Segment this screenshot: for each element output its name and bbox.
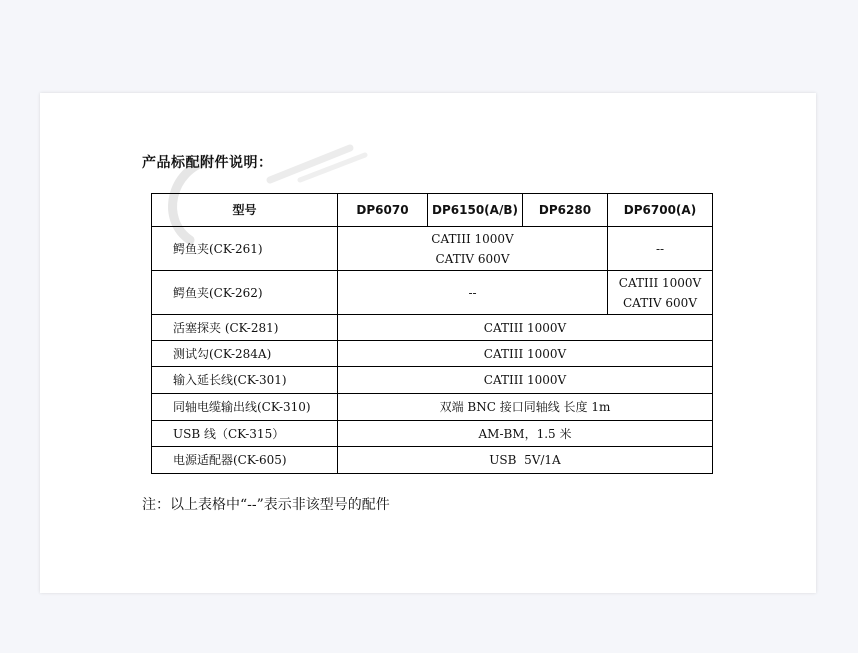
table-row [152,341,713,367]
row-name: 活塞探夹 (CK-281) [152,315,338,341]
spec-line: CATIII 1000V [431,231,514,246]
row-spec: AM-BM，1.5 米 [338,421,713,447]
row-spec: CATIII 1000V [338,341,713,367]
row-name: 输入延长线(CK-301) [152,367,338,394]
spec-line: CATIII 1000V [618,275,702,290]
table-footnote: 注：以上表格中“--”表示非该型号的配件 [142,497,390,513]
spec-line: CATIV 600V [623,295,697,310]
table-row [152,447,713,474]
row-spec: 双端 BNC 接口同轴线 长度 1m [338,394,713,421]
row-spec: USB 5V/1A [338,447,713,474]
header-dp6700: DP6700(A) [608,194,713,227]
row-name: 电源适配器(CK-605) [152,447,338,474]
row-spec: CATIII 1000V [338,367,713,394]
row-name: USB 线（CK-315） [152,421,338,447]
header-dp6150: DP6150(A/B) [428,194,523,227]
table-row [152,315,713,341]
table-row [152,271,713,315]
table-row [152,421,713,447]
table-row [152,227,713,271]
table-row [152,367,713,394]
header-dp6280: DP6280 [523,194,608,227]
row-name: 同轴电缆输出线(CK-310) [152,394,338,421]
section-heading: 产品标配附件说明： [142,155,273,171]
header-dp6070: DP6070 [338,194,428,227]
row-spec-other [608,271,713,315]
row-name: 测试勾(CK-284A) [152,341,338,367]
accessories-table [151,193,713,474]
row-spec-other: -- [608,227,713,271]
spec-line: CATIV 600V [435,251,510,266]
table-header-row [152,194,713,227]
header-model: 型号 [152,194,338,227]
row-spec [338,227,608,271]
row-spec: -- [338,271,608,315]
table-row [152,394,713,421]
row-name: 鳄鱼夹(CK-261) [152,227,338,271]
row-spec: CATIII 1000V [338,315,713,341]
row-name: 鳄鱼夹(CK-262) [152,271,338,315]
